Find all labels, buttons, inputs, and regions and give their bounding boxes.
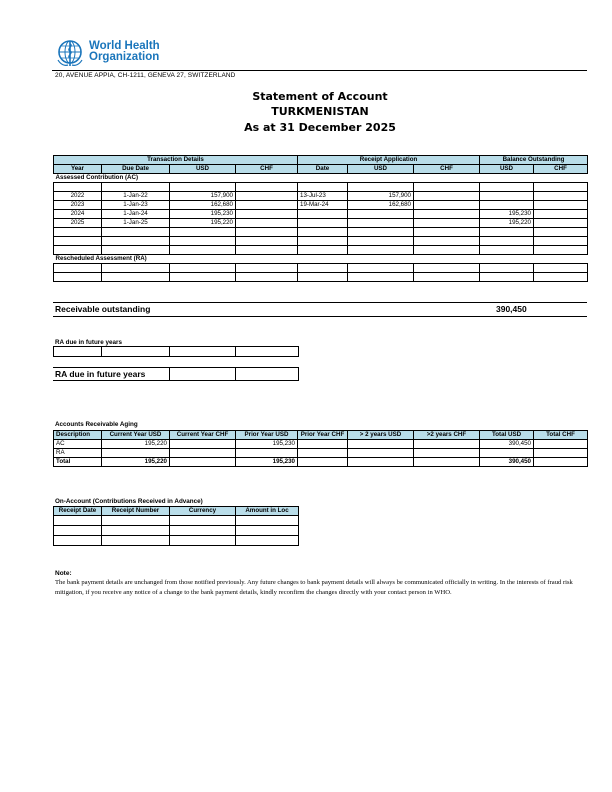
table-row bbox=[54, 219, 588, 228]
aging-title: Accounts Receivable Aging bbox=[55, 421, 138, 428]
cell: 2022 bbox=[54, 192, 102, 201]
table-row bbox=[54, 264, 588, 273]
column-header: Receipt Number bbox=[102, 507, 170, 516]
column-header-row bbox=[54, 507, 299, 516]
column-header: > 2 years USD bbox=[348, 431, 414, 440]
cell: 2024 bbox=[54, 210, 102, 219]
table-row bbox=[54, 516, 299, 526]
group-header: Transaction Details bbox=[54, 156, 298, 165]
table-row bbox=[53, 368, 298, 381]
cell bbox=[298, 210, 348, 219]
cell bbox=[170, 458, 236, 467]
cell bbox=[236, 192, 298, 201]
on-account-title: On-Account (Contributions Received in Advance) bbox=[55, 498, 203, 505]
receivable-bottom-rule bbox=[53, 316, 587, 317]
ra-future-big-table bbox=[53, 367, 299, 381]
section-label-ac: Assessed Contribution (AC) bbox=[54, 174, 588, 183]
table-row bbox=[54, 210, 588, 219]
who-emblem-icon bbox=[55, 38, 85, 68]
cell bbox=[414, 210, 480, 219]
ra-future-small-table bbox=[53, 346, 299, 357]
section-row bbox=[54, 174, 588, 183]
receivable-value: 390,450 bbox=[496, 304, 527, 314]
cell bbox=[348, 458, 414, 467]
cell: 195,230 bbox=[236, 440, 298, 449]
table-row bbox=[54, 449, 588, 458]
cell: 13-Jul-23 bbox=[298, 192, 348, 201]
cell bbox=[236, 210, 298, 219]
table-row bbox=[54, 536, 299, 546]
cell bbox=[348, 440, 414, 449]
cell: 1-Jan-23 bbox=[102, 201, 170, 210]
note-heading: Note: bbox=[55, 570, 72, 577]
column-header: CHF bbox=[414, 165, 480, 174]
column-header-row bbox=[54, 165, 588, 174]
country-name: TURKMENISTAN bbox=[271, 105, 369, 118]
table-row bbox=[54, 228, 588, 237]
cell bbox=[480, 192, 534, 201]
cell bbox=[534, 458, 588, 467]
cell: 1-Jan-24 bbox=[102, 210, 170, 219]
org-name-line2: Organization bbox=[89, 51, 160, 63]
cell bbox=[348, 210, 414, 219]
column-header: Amount in Loc bbox=[236, 507, 299, 516]
column-header: Receipt Date bbox=[54, 507, 102, 516]
cell: Total bbox=[54, 458, 102, 467]
cell bbox=[414, 201, 480, 210]
table-row bbox=[54, 192, 588, 201]
column-header: Year bbox=[54, 165, 102, 174]
cell: 1-Jan-25 bbox=[102, 219, 170, 228]
statement-table bbox=[53, 155, 588, 282]
column-header: CHF bbox=[236, 165, 298, 174]
cell bbox=[298, 219, 348, 228]
table-row bbox=[54, 237, 588, 246]
group-header: Balance Outstanding bbox=[480, 156, 588, 165]
cell: 195,220 bbox=[170, 219, 236, 228]
table-row bbox=[54, 440, 588, 449]
column-header: Total USD bbox=[480, 431, 534, 440]
cell: 195,230 bbox=[170, 210, 236, 219]
ra-future-big-label: RA due in future years bbox=[53, 368, 169, 381]
column-header: Due Date bbox=[102, 165, 170, 174]
cell: RA bbox=[54, 449, 102, 458]
column-header: >2 years CHF bbox=[414, 431, 480, 440]
column-header: USD bbox=[170, 165, 236, 174]
address-rule bbox=[52, 70, 587, 71]
column-header: Prior Year USD bbox=[236, 431, 298, 440]
column-header: Current Year USD bbox=[102, 431, 170, 440]
column-header: Date bbox=[298, 165, 348, 174]
cell bbox=[534, 219, 588, 228]
cell: 2023 bbox=[54, 201, 102, 210]
cell bbox=[414, 440, 480, 449]
table-row bbox=[54, 273, 588, 282]
cell bbox=[170, 440, 236, 449]
receivable-label: Receivable outstanding bbox=[55, 304, 151, 314]
table-row bbox=[54, 347, 299, 357]
cell bbox=[534, 440, 588, 449]
cell: 157,900 bbox=[170, 192, 236, 201]
cell: 195,220 bbox=[480, 219, 534, 228]
section-row bbox=[54, 255, 588, 264]
group-header-row bbox=[54, 156, 588, 165]
table-row bbox=[54, 201, 588, 210]
cell: 390,450 bbox=[480, 458, 534, 467]
cell bbox=[298, 440, 348, 449]
cell: 162,680 bbox=[348, 201, 414, 210]
column-header: CHF bbox=[534, 165, 588, 174]
column-header: USD bbox=[480, 165, 534, 174]
cell: 162,680 bbox=[170, 201, 236, 210]
cell bbox=[534, 201, 588, 210]
total-row bbox=[54, 458, 588, 467]
org-address: 20, AVENUE APPIA, CH-1211, GENEVA 27, SWITZERLAND bbox=[55, 72, 236, 79]
cell: 390,450 bbox=[480, 440, 534, 449]
column-header: Currency bbox=[170, 507, 236, 516]
cell bbox=[348, 219, 414, 228]
cell bbox=[414, 458, 480, 467]
ra-future-small-label: RA due in future years bbox=[55, 339, 122, 346]
receivable-top-rule bbox=[53, 302, 587, 303]
group-header: Receipt Application bbox=[298, 156, 480, 165]
column-header: Prior Year CHF bbox=[298, 431, 348, 440]
aging-table bbox=[53, 430, 588, 467]
cell: 2025 bbox=[54, 219, 102, 228]
cell: 157,900 bbox=[348, 192, 414, 201]
cell bbox=[534, 210, 588, 219]
column-header: Description bbox=[54, 431, 102, 440]
column-header: USD bbox=[348, 165, 414, 174]
table-row bbox=[54, 526, 299, 536]
cell bbox=[236, 201, 298, 210]
cell: 195,230 bbox=[236, 458, 298, 467]
column-header: Current Year CHF bbox=[170, 431, 236, 440]
cell bbox=[298, 458, 348, 467]
cell bbox=[480, 201, 534, 210]
column-header: Total CHF bbox=[534, 431, 588, 440]
who-logo bbox=[55, 38, 175, 68]
cell bbox=[534, 192, 588, 201]
cell: AC bbox=[54, 440, 102, 449]
table-row bbox=[54, 183, 588, 192]
on-account-table bbox=[53, 506, 299, 546]
org-name-line1: World Health bbox=[89, 40, 160, 52]
cell: 19-Mar-24 bbox=[298, 201, 348, 210]
cell: 195,220 bbox=[102, 440, 170, 449]
table-row bbox=[54, 246, 588, 255]
cell: 195,220 bbox=[102, 458, 170, 467]
cell bbox=[414, 192, 480, 201]
section-label-ra: Rescheduled Assessment (RA) bbox=[54, 255, 588, 264]
page-title: Statement of Account bbox=[252, 90, 388, 103]
as-at-date: As at 31 December 2025 bbox=[244, 121, 396, 134]
cell bbox=[414, 219, 480, 228]
cell: 195,230 bbox=[480, 210, 534, 219]
cell bbox=[236, 219, 298, 228]
cell: 1-Jan-22 bbox=[102, 192, 170, 201]
note-text: The bank payment details are unchanged from those notified previously. Any future changes to bank payment details will always be communicated officially in writing. In the interests of fraud risk mitigation, if you receive any notice of a change to the bank payment details, kindly reconfirm the changes directly with your contact person in WHO. bbox=[55, 579, 573, 596]
column-header-row bbox=[54, 431, 588, 440]
